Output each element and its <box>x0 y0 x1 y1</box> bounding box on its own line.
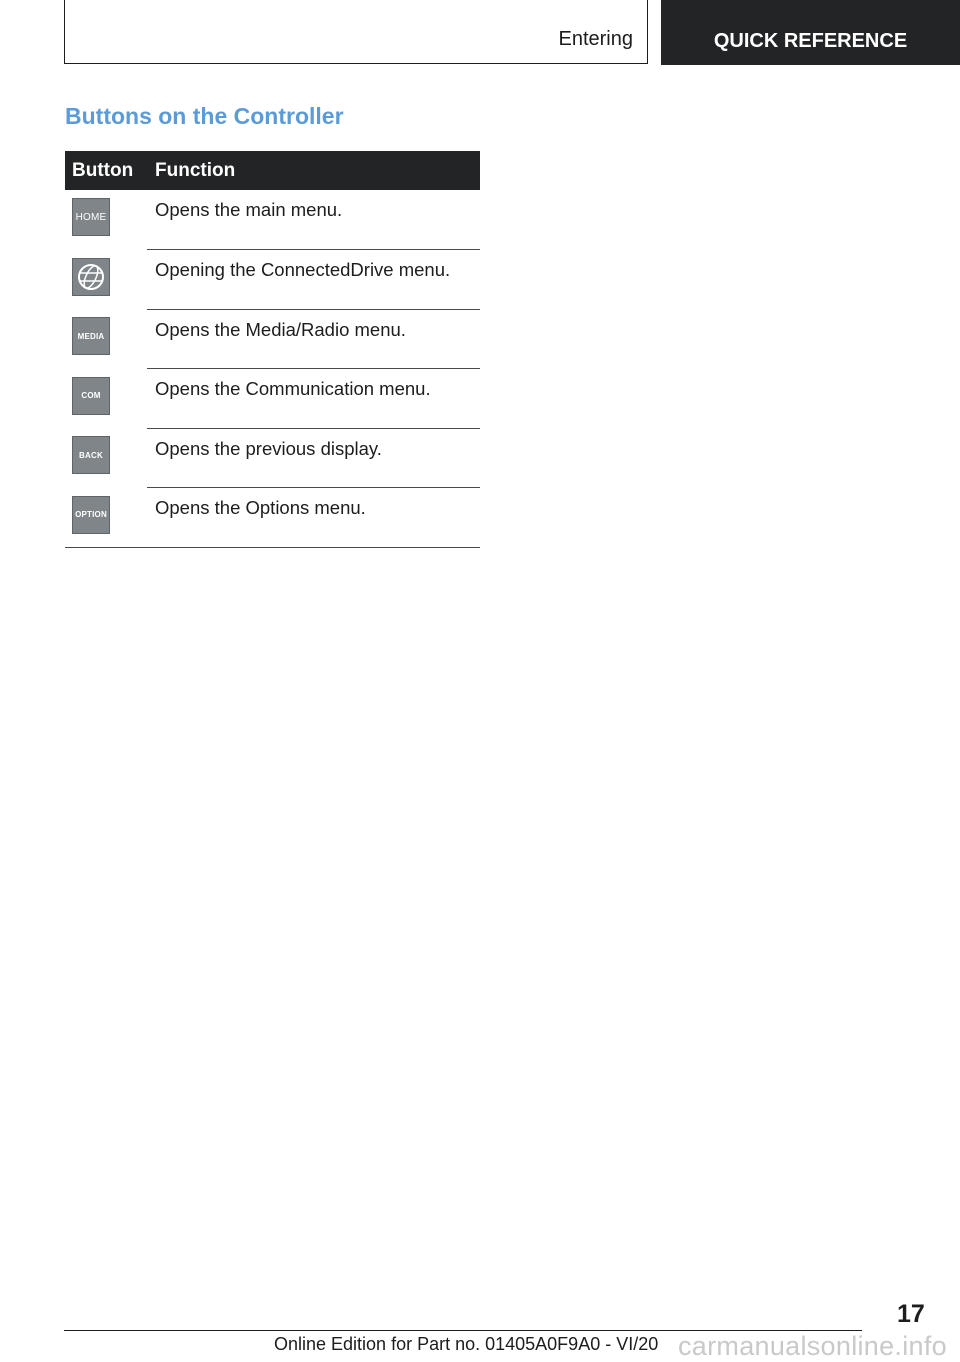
section-title: Buttons on the Controller <box>65 103 344 129</box>
function-text: Opening the ConnectedDrive menu. <box>147 250 480 310</box>
watermark: carmanualsonline.info <box>678 1331 947 1361</box>
table-header-row <box>65 151 480 190</box>
function-text: Opens the main menu. <box>147 190 480 250</box>
table-row <box>65 309 480 369</box>
com-button-icon: COM <box>72 377 110 415</box>
header-box <box>64 0 648 64</box>
footer-edition-text: Online Edition for Part no. 01405A0F9A0 - VI/20 <box>274 1334 659 1354</box>
table-row <box>65 369 480 429</box>
connecteddrive-globe-icon <box>72 258 110 296</box>
table-row <box>65 190 480 250</box>
table-row <box>65 488 480 548</box>
table-row <box>65 250 480 310</box>
back-button-icon: BACK <box>72 436 110 474</box>
controller-buttons-table <box>65 151 480 548</box>
header-chapter-tab: QUICK REFERENCE <box>661 0 960 65</box>
page-number: 17 <box>897 1300 925 1328</box>
table-row <box>65 428 480 488</box>
home-button-icon: HOME <box>72 198 110 236</box>
function-text: Opens the Options menu. <box>147 488 480 548</box>
column-header-function: Function <box>147 151 480 190</box>
column-header-button: Button <box>65 151 147 190</box>
media-button-icon: MEDIA <box>72 317 110 355</box>
function-text: Opens the Communication menu. <box>147 369 480 429</box>
function-text: Opens the previous display. <box>147 428 480 488</box>
function-text: Opens the Media/Radio menu. <box>147 309 480 369</box>
option-button-icon: OPTION <box>72 496 110 534</box>
header-section-label: Entering <box>558 28 633 50</box>
